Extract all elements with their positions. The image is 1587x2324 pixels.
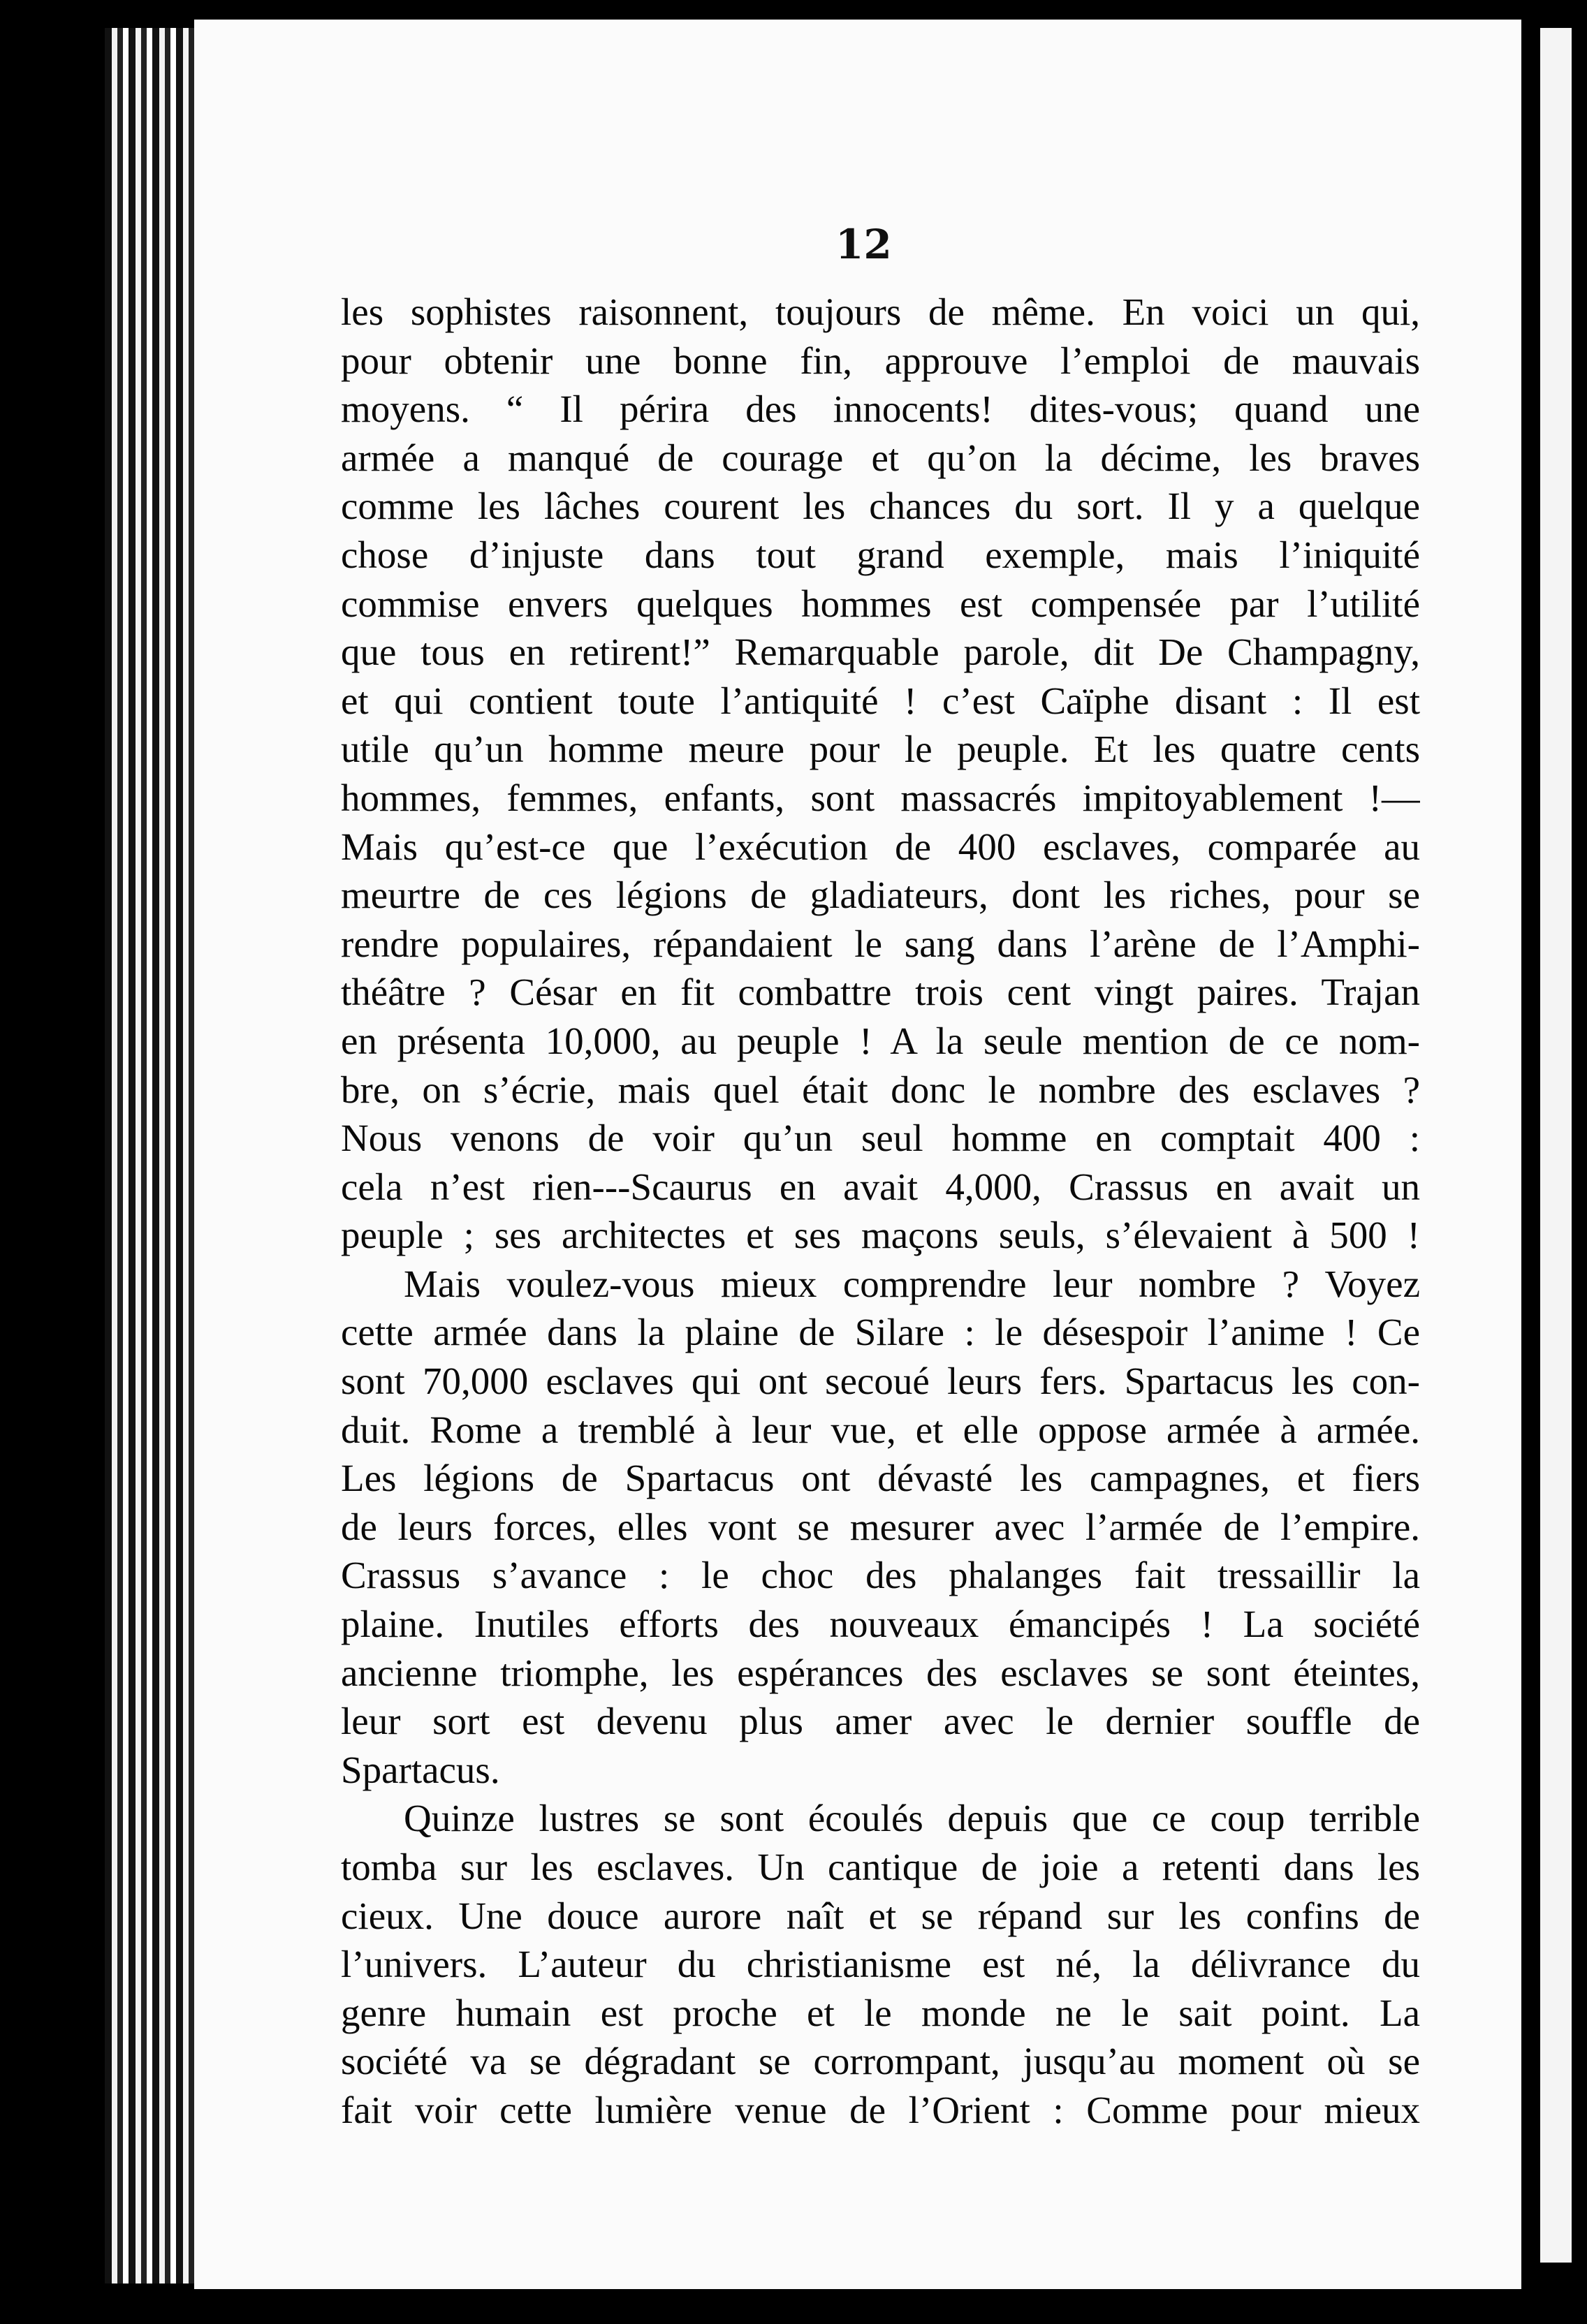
text-line: fait voir cette lumière venue de l’Orient : Comme pour mieux (341, 2088, 1420, 2131)
text-line: Nous venons de voir qu’un seul homme en comptait 400 : (341, 1117, 1420, 1160)
page-number: 12 (835, 221, 892, 268)
text-line: sont 70,000 esclaves qui ont secoué leurs fers. Spartacus les con- (341, 1360, 1420, 1403)
text-line: tomba sur les esclaves. Un cantique de joie a retenti dans les (341, 1846, 1420, 1888)
text-line: et qui contient toute l’antiquité ! c’est Caïphe disant : Il est (341, 679, 1420, 722)
text-line: Quinze lustres se sont écoulés depuis que ce coup terrible (404, 1797, 1420, 1840)
text-line: rendre populaires, répandaient le sang dans l’arène de l’Amphi- (341, 922, 1420, 965)
facing-page-edge (1540, 28, 1572, 2263)
text-line: commise envers quelques hommes est compensée par l’utilité (341, 582, 1420, 625)
text-line: duit. Rome a tremblé à leur vue, et elle oppose armée à armée. (341, 1408, 1420, 1451)
text-line: hommes, femmes, enfants, sont massacrés impitoyablement !— (341, 776, 1420, 819)
text-line: genre humain est proche et le monde ne le sait point. La (341, 1991, 1420, 2034)
text-line: Mais qu’est-ce que l’exécution de 400 esclaves, comparée au (341, 825, 1420, 868)
text-line: l’univers. L’auteur du christianisme est né, la délivrance du (341, 1943, 1420, 1986)
text-line: Les légions de Spartacus ont dévasté les campagnes, et fiers (341, 1457, 1420, 1500)
book-page-edges (105, 28, 203, 2283)
text-line: plaine. Inutiles efforts des nouveaux émancipés ! La société (341, 1603, 1420, 1646)
text-line: Mais voulez-vous mieux comprendre leur nombre ? Voyez (404, 1262, 1420, 1305)
text-line: que tous en retirent!” Remarquable parole, dit De Champagny, (341, 631, 1420, 674)
text-line: chose d’injuste dans tout grand exemple, mais l’iniquité (341, 533, 1420, 576)
text-line: théâtre ? César en fit combattre trois cent vingt paires. Trajan (341, 971, 1420, 1014)
text-line: moyens. “ Il périra des innocents! dites-vous; quand une (341, 388, 1420, 431)
text-line: les sophistes raisonnent, toujours de même. En voici un qui, (341, 290, 1420, 333)
text-line: Spartacus. (341, 1748, 500, 1791)
text-line: cette armée dans la plaine de Silare : le désespoir l’anime ! Ce (341, 1311, 1420, 1354)
text-line: ancienne triomphe, les espérances des esclaves se sont éteintes, (341, 1651, 1420, 1694)
text-line: bre, on s’écrie, mais quel était donc le nombre des esclaves ? (341, 1068, 1420, 1111)
text-line: cela n’est rien---Scaurus en avait 4,000, Crassus en avait un (341, 1165, 1420, 1208)
text-line: cieux. Une douce aurore naît et se répand sur les confins de (341, 1894, 1420, 1937)
text-line: comme les lâches courent les chances du sort. Il y a quelque (341, 485, 1420, 528)
text-line: leur sort est devenu plus amer avec le dernier souffle de (341, 1700, 1420, 1743)
text-line: armée a manqué de courage et qu’on la décime, les braves (341, 436, 1420, 479)
text-line: de leurs forces, elles vont se mesurer avec l’armée de l’empire. (341, 1505, 1420, 1548)
body-text (341, 288, 1420, 2135)
text-line: meurtre de ces légions de gladiateurs, dont les riches, pour se (341, 874, 1420, 917)
text-line: Crassus s’avance : le choc des phalanges fait tressaillir la (341, 1554, 1420, 1597)
text-line: pour obtenir une bonne fin, approuve l’emploi de mauvais (341, 339, 1420, 382)
text-line: en présenta 10,000, au peuple ! A la seule mention de ce nom- (341, 1019, 1420, 1062)
text-line: société va se dégradant se corrompant, jusqu’au moment où se (341, 2040, 1420, 2083)
text-line: peuple ; ses architectes et ses maçons seuls, s’élevaient à 500 ! (341, 1214, 1420, 1257)
text-line: utile qu’un homme meure pour le peuple. Et les quatre cents (341, 728, 1420, 771)
